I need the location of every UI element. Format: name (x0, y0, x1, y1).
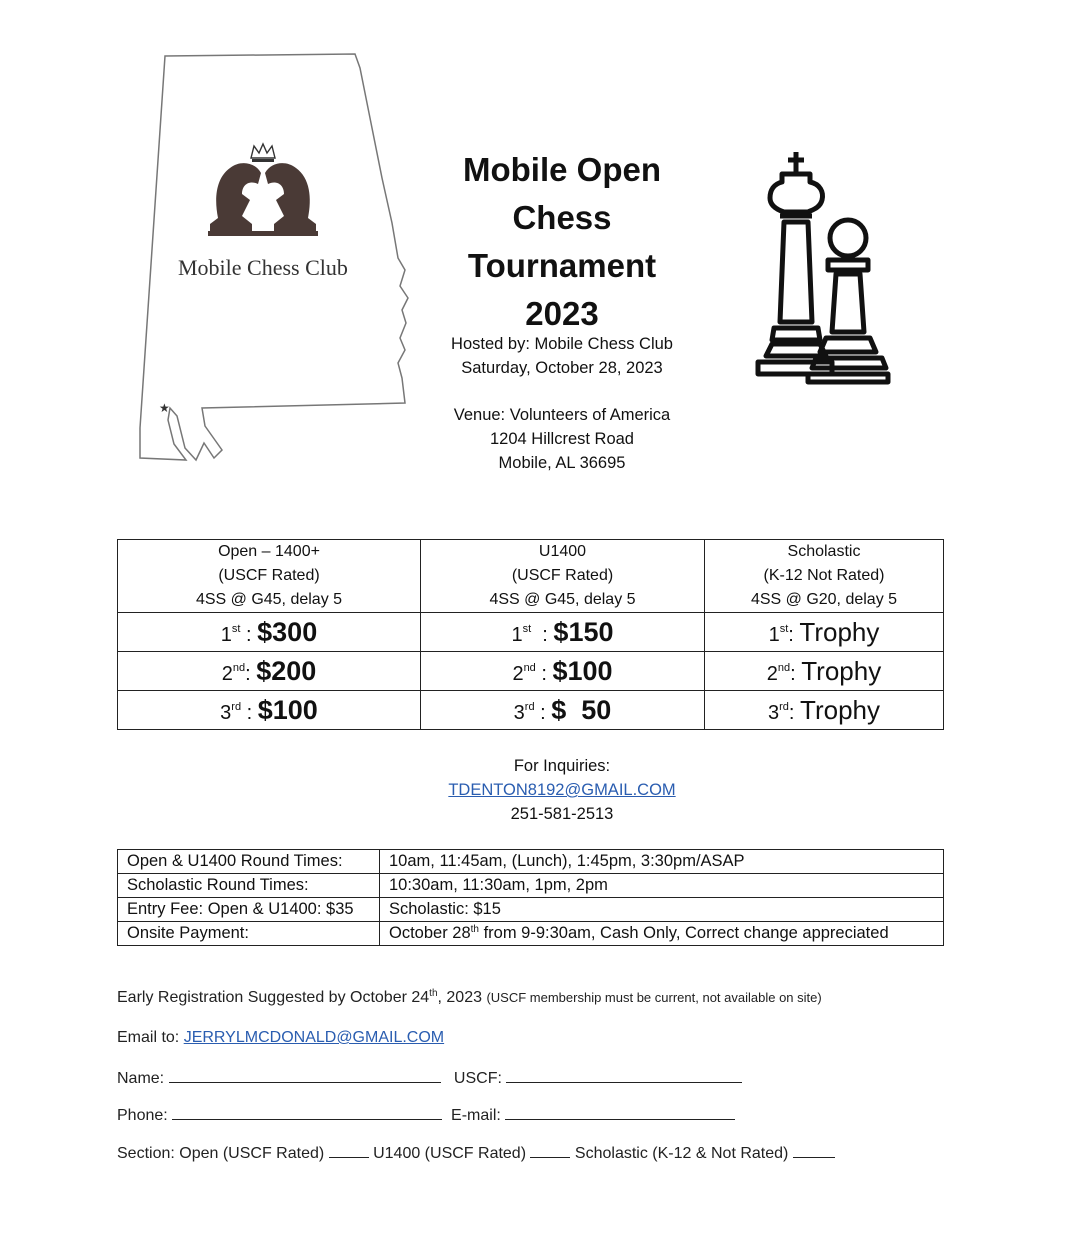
inquiries-label: For Inquiries: (513, 757, 611, 775)
club-name-logo-text: Mobile Chess Club (178, 255, 348, 280)
section-header-open (118, 540, 421, 613)
prize-amount: $150 (553, 616, 614, 647)
email-to-line (117, 1029, 444, 1047)
email-field[interactable] (505, 1105, 735, 1120)
prize-cell-u1400 (421, 652, 705, 691)
place-number: 2 (766, 662, 778, 685)
schedule-label: Entry Fee: Open & U1400: $35 (118, 898, 380, 922)
schedule-row (118, 874, 944, 898)
inquiries-block (420, 754, 704, 826)
prize-cell-u1400 (421, 613, 705, 652)
schedule-label: Open & U1400 Round Times: (118, 850, 380, 874)
place-label: 3rd: (768, 700, 801, 724)
schedule-label: Scholastic Round Times: (118, 874, 380, 898)
schedule-label: Onsite Payment: (118, 922, 380, 946)
phone-field[interactable] (172, 1105, 442, 1120)
early-registration-year: , 2023 (437, 989, 487, 1006)
place-number: 3 (513, 701, 525, 724)
place-label: 1st : (220, 622, 258, 646)
prize-amount: $100 (257, 694, 318, 725)
inquiries-phone: 251-581-2513 (510, 805, 614, 823)
prize-cell-scholastic (705, 613, 944, 652)
schedule-row (118, 898, 944, 922)
prize-amount: $ 50 (551, 694, 612, 725)
uscf-field[interactable] (506, 1068, 742, 1083)
title-line-1: Mobile Open (463, 151, 661, 188)
place-label: 2nd: (221, 661, 257, 685)
pawn-piece-icon (808, 220, 888, 382)
section-header-line: Open – 1400+ (218, 543, 320, 560)
schedule-value: 10am, 11:45am, (Lunch), 1:45pm, 3:30pm/ASAP (380, 850, 944, 874)
section-open-field[interactable] (329, 1143, 369, 1158)
venue-name: Venue: Volunteers of America (453, 406, 671, 424)
section-header-line: (USCF Rated) (511, 567, 614, 584)
venue-info (420, 403, 704, 475)
prize-trophy: Trophy (801, 655, 882, 686)
prize-amount: $300 (257, 616, 318, 647)
place-suffix: st (522, 622, 532, 635)
place-number: 2 (221, 662, 233, 685)
place-label: 3rd : (220, 700, 258, 724)
crown-icon (251, 144, 275, 162)
title-line-2: Chess (512, 199, 612, 236)
prize-cell-open (118, 652, 421, 691)
section-header-line: 4SS @ G45, delay 5 (489, 591, 636, 608)
title-line-3: Tournament (467, 247, 657, 284)
section-header-line: 4SS @ G45, delay 5 (195, 591, 343, 608)
section-scholastic-field[interactable] (793, 1143, 835, 1158)
prize-trophy: Trophy (799, 616, 880, 647)
registration-email-link[interactable]: JERRYLMCDONALD@GMAIL.COM (183, 1029, 445, 1046)
place-suffix: st (779, 622, 789, 635)
section-header-line: (K-12 Not Rated) (763, 567, 885, 584)
place-label: 2nd: (766, 661, 802, 685)
star-icon: ★ (159, 401, 170, 415)
host-info (420, 332, 704, 380)
hosted-by: Hosted by: Mobile Chess Club (451, 335, 673, 353)
section-header-u1400 (421, 540, 705, 613)
section-header-line: Scholastic (787, 543, 861, 560)
schedule-row (118, 922, 944, 946)
section-header-line: (USCF Rated) (218, 567, 320, 584)
place-suffix: nd (523, 661, 536, 674)
prize-cell-scholastic (705, 652, 944, 691)
place-label: 1st: (768, 622, 800, 646)
prize-row-second (118, 652, 944, 691)
prize-row-third (118, 691, 944, 730)
early-registration-suffix: th (429, 988, 438, 999)
prize-row-first (118, 613, 944, 652)
place-number: 3 (768, 701, 780, 724)
schedule-row (118, 850, 944, 874)
section-scholastic-label: Scholastic (K-12 & Not Rated) (570, 1145, 793, 1162)
prize-amount: $100 (552, 655, 613, 686)
place-number: 1 (511, 623, 523, 646)
event-date: Saturday, October 28, 2023 (461, 359, 663, 377)
payment-details: from 9-9:30am, Cash Only, Correct change appreciated (478, 924, 889, 942)
title-line-4: 2023 (525, 295, 599, 332)
schedule-value: 10:30am, 11:30am, 1pm, 2pm (380, 874, 944, 898)
section-header-line: 4SS @ G20, delay 5 (750, 591, 898, 608)
chess-pieces-illustration (712, 142, 932, 404)
schedule-table (117, 849, 944, 946)
place-suffix: nd (232, 661, 246, 674)
place-label: 1st : (511, 622, 554, 646)
venue-address-2: Mobile, AL 36695 (498, 454, 626, 472)
early-registration-note (117, 988, 822, 1007)
phone-label: Phone: (117, 1107, 173, 1124)
prize-table-header-row (118, 540, 944, 613)
section-line (117, 1143, 835, 1163)
email-field-label: E-mail: (451, 1107, 506, 1124)
payment-date: October 28 (389, 924, 471, 942)
inquiries-email-link[interactable]: TDENTON8192@GMAIL.COM (448, 781, 676, 799)
prize-cell-open (118, 691, 421, 730)
place-number: 1 (768, 623, 780, 646)
payment-date-suffix: th (470, 924, 479, 935)
section-open-label: Section: Open (USCF Rated) (117, 1145, 329, 1162)
place-suffix: st (231, 622, 241, 635)
section-header-line: U1400 (538, 543, 587, 560)
place-number: 3 (220, 701, 232, 724)
place-label: 3rd : (513, 700, 552, 724)
schedule-value: Scholastic: $15 (380, 898, 944, 922)
place-suffix: rd (524, 700, 535, 713)
name-label: Name: (117, 1070, 169, 1087)
place-number: 2 (512, 662, 524, 685)
early-registration-text: Early Registration Suggested by October 24 (117, 989, 430, 1006)
prize-amount: $200 (256, 655, 317, 686)
schedule-value (380, 922, 944, 946)
venue-address-1: 1204 Hillcrest Road (490, 430, 634, 448)
prize-cell-u1400 (421, 691, 705, 730)
prize-cell-scholastic (705, 691, 944, 730)
email-to-label: Email to: (117, 1029, 184, 1046)
prize-table (117, 539, 944, 730)
prize-cell-open (118, 613, 421, 652)
place-number: 1 (220, 623, 232, 646)
page-title (420, 146, 704, 338)
prize-trophy: Trophy (800, 694, 880, 725)
king-piece-icon (758, 152, 832, 374)
name-uscf-line (117, 1068, 742, 1088)
knights-icon (208, 163, 318, 236)
section-u1400-label: U1400 (USCF Rated) (368, 1145, 531, 1162)
place-suffix: rd (231, 700, 242, 713)
place-label: 2nd : (512, 661, 553, 685)
phone-email-line (117, 1105, 735, 1125)
membership-note: (USCF membership must be current, not available on site) (486, 990, 822, 1005)
section-u1400-field[interactable] (530, 1143, 570, 1158)
place-suffix: nd (777, 661, 791, 674)
place-suffix: rd (779, 700, 789, 713)
name-field[interactable] (169, 1068, 441, 1083)
section-header-scholastic (705, 540, 944, 613)
uscf-label: USCF: (453, 1070, 507, 1087)
